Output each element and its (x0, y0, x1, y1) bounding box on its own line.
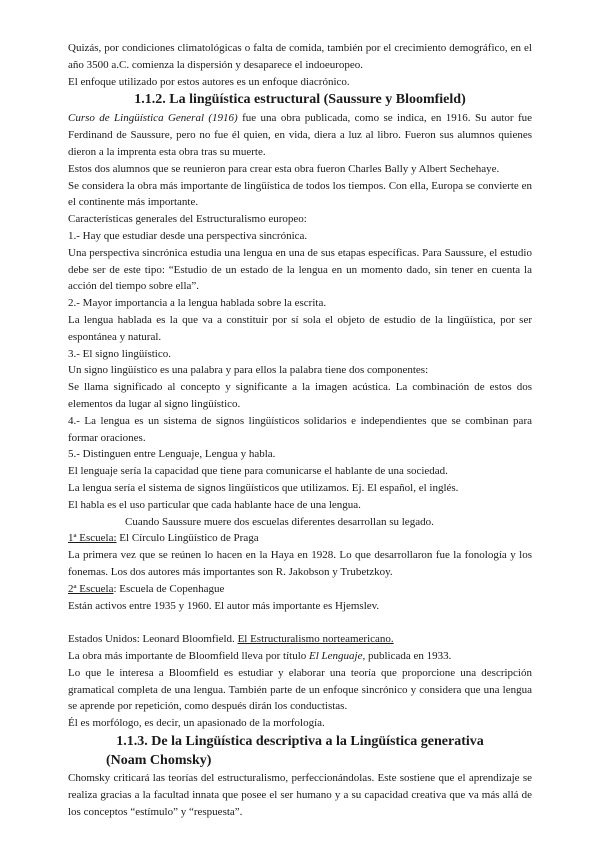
paragraph: Estos dos alumnos que se reunieron para crear esta obra fueron Charles Bally y Albert Sechehaye. (68, 162, 500, 175)
school-label: 2ª Escuela (68, 582, 114, 595)
paragraph-text: fue una obra publicada, como se indica, en 1916. Su autor fue Ferdinand de Saussure, pero no fue él quien, en vida, diera a luz al libro. Fueron sus alumnos quienes dieron a la imprenta esta obra tras su muerte. (68, 112, 532, 158)
paragraph-text: , publicada en 1933. (362, 650, 452, 663)
school-name: El Círculo Lingüístico de Praga (116, 532, 259, 545)
paragraph: La lengua hablada es la que va a constituir por sí sola el objeto de estudio de la lingüística, por ser espontánea y natural. (68, 313, 532, 343)
paragraph-indented: Cuando Saussure muere dos escuelas diferentes desarrollan su legado. (125, 515, 434, 528)
book-title: El Lenguaje (309, 650, 363, 663)
list-item: 2.- Mayor importancia a la lengua hablada sobre la escrita. (68, 297, 327, 310)
paragraph: La primera vez que se reúnen lo hacen en la Haya en 1928. Lo que desarrollaron fue la fonología y los fonemas. Los dos autores más importantes son R. Jakobson y Trubetzkoy. (68, 549, 532, 578)
book-title: Curso de Lingüística General (1916) (68, 112, 238, 125)
paragraph (68, 648, 532, 665)
paragraph: Se considera la obra más importante de lingüística de todos los tiempos. Con ella, Europa se convierte en el continente más importante. (68, 179, 532, 209)
list-item: 3.- El signo lingüístico. (68, 347, 171, 360)
paragraph: Él es morfólogo, es decir, un apasionado de la morfología. (68, 717, 325, 730)
list-item: 5.- Distinguen entre Lenguaje, Lengua y habla. (68, 448, 276, 461)
school-2 (68, 581, 532, 598)
heading-line: (Noam Chomsky) (106, 753, 212, 769)
list-item: 1.- Hay que estudiar desde una perspectiva sincrónica. (68, 229, 308, 242)
paragraph: Chomsky criticará las teorías del estructuralismo, perfeccionándolas. Este sostiene que el aprendizaje se realiza gracias a la facultad innata que posee el ser humano y a su capacidad creativa que va más allá de los conceptos “estímulo” y “respuesta”. (68, 772, 532, 818)
underlined-text: El Estructuralismo norteamericano. (237, 633, 394, 646)
paragraph-curso (68, 110, 532, 160)
paragraph: El lenguaje sería la capacidad que tiene para comunicarse el hablante de una sociedad. (68, 465, 448, 478)
section-heading-1-1-2: 1.1.2. La lingüística estructural (Saussure y Bloomfield) (134, 92, 466, 108)
spacer (68, 614, 532, 631)
paragraph: Lo que le interesa a Bloomfield es estudiar y elaborar una teoría que proporcione una descripción gramatical completa de una lengua. También parte de un enfoque sincrónico y considera que una lengua se aprende por repetición, como después dirán los conductistas. (68, 666, 532, 713)
paragraph: El enfoque utilizado por estos autores es un enfoque diacrónico. (68, 75, 350, 88)
paragraph: La lengua sería el sistema de signos lingüísticos que utilizamos. Ej. El español, el inglés. (68, 481, 459, 494)
paragraph: El habla es el uso particular que cada hablante hace de una lengua. (68, 498, 361, 511)
school-1 (68, 530, 532, 547)
paragraph: Quizás, por condiciones climatológicas o falta de comida, también por el crecimiento demográfico, en el año 3500 a.C. comienza la dispersión y desaparece el indoeuropeo. (68, 42, 532, 71)
paragraph: Se llama significado al concepto y significante a la imagen acústica. La combinación de estos dos elementos da lugar al signo lingüístico. (68, 381, 532, 410)
school-label: 1ª Escuela: (68, 532, 117, 545)
paragraph-text: Estados Unidos: Leonard Bloomfield. (68, 633, 238, 646)
paragraph: Un signo lingüístico es una palabra y para ellos la palabra tiene dos componentes: (68, 364, 429, 377)
list-item: 4.- La lengua es un sistema de signos lingüísticos solidarios e independientes que se combinan para formar oraciones. (68, 414, 532, 444)
school-name: : Escuela de Copenhague (113, 582, 225, 595)
paragraph: Características generales del Estructuralismo europeo: (68, 213, 307, 226)
paragraph-bloomfield (68, 631, 532, 648)
section-heading-1-1-3 (68, 732, 532, 770)
document-page (68, 40, 532, 820)
paragraph-text: La obra más importante de Bloomfield lleva por título (68, 650, 310, 663)
heading-line: 1.1.3. De la Lingüística descriptiva a la Lingüística generativa (116, 734, 484, 750)
paragraph: Están activos entre 1935 y 1960. El autor más importante es Hjemslev. (68, 599, 380, 612)
paragraph: Una perspectiva sincrónica estudia una lengua en una de sus etapas específicas. Para Saussure, el estudio debe ser de este tipo: “Estudio de un estado de la lengua en un momento dado, sin tener en cuenta la acción del tiempo sobre ella”. (68, 246, 532, 293)
